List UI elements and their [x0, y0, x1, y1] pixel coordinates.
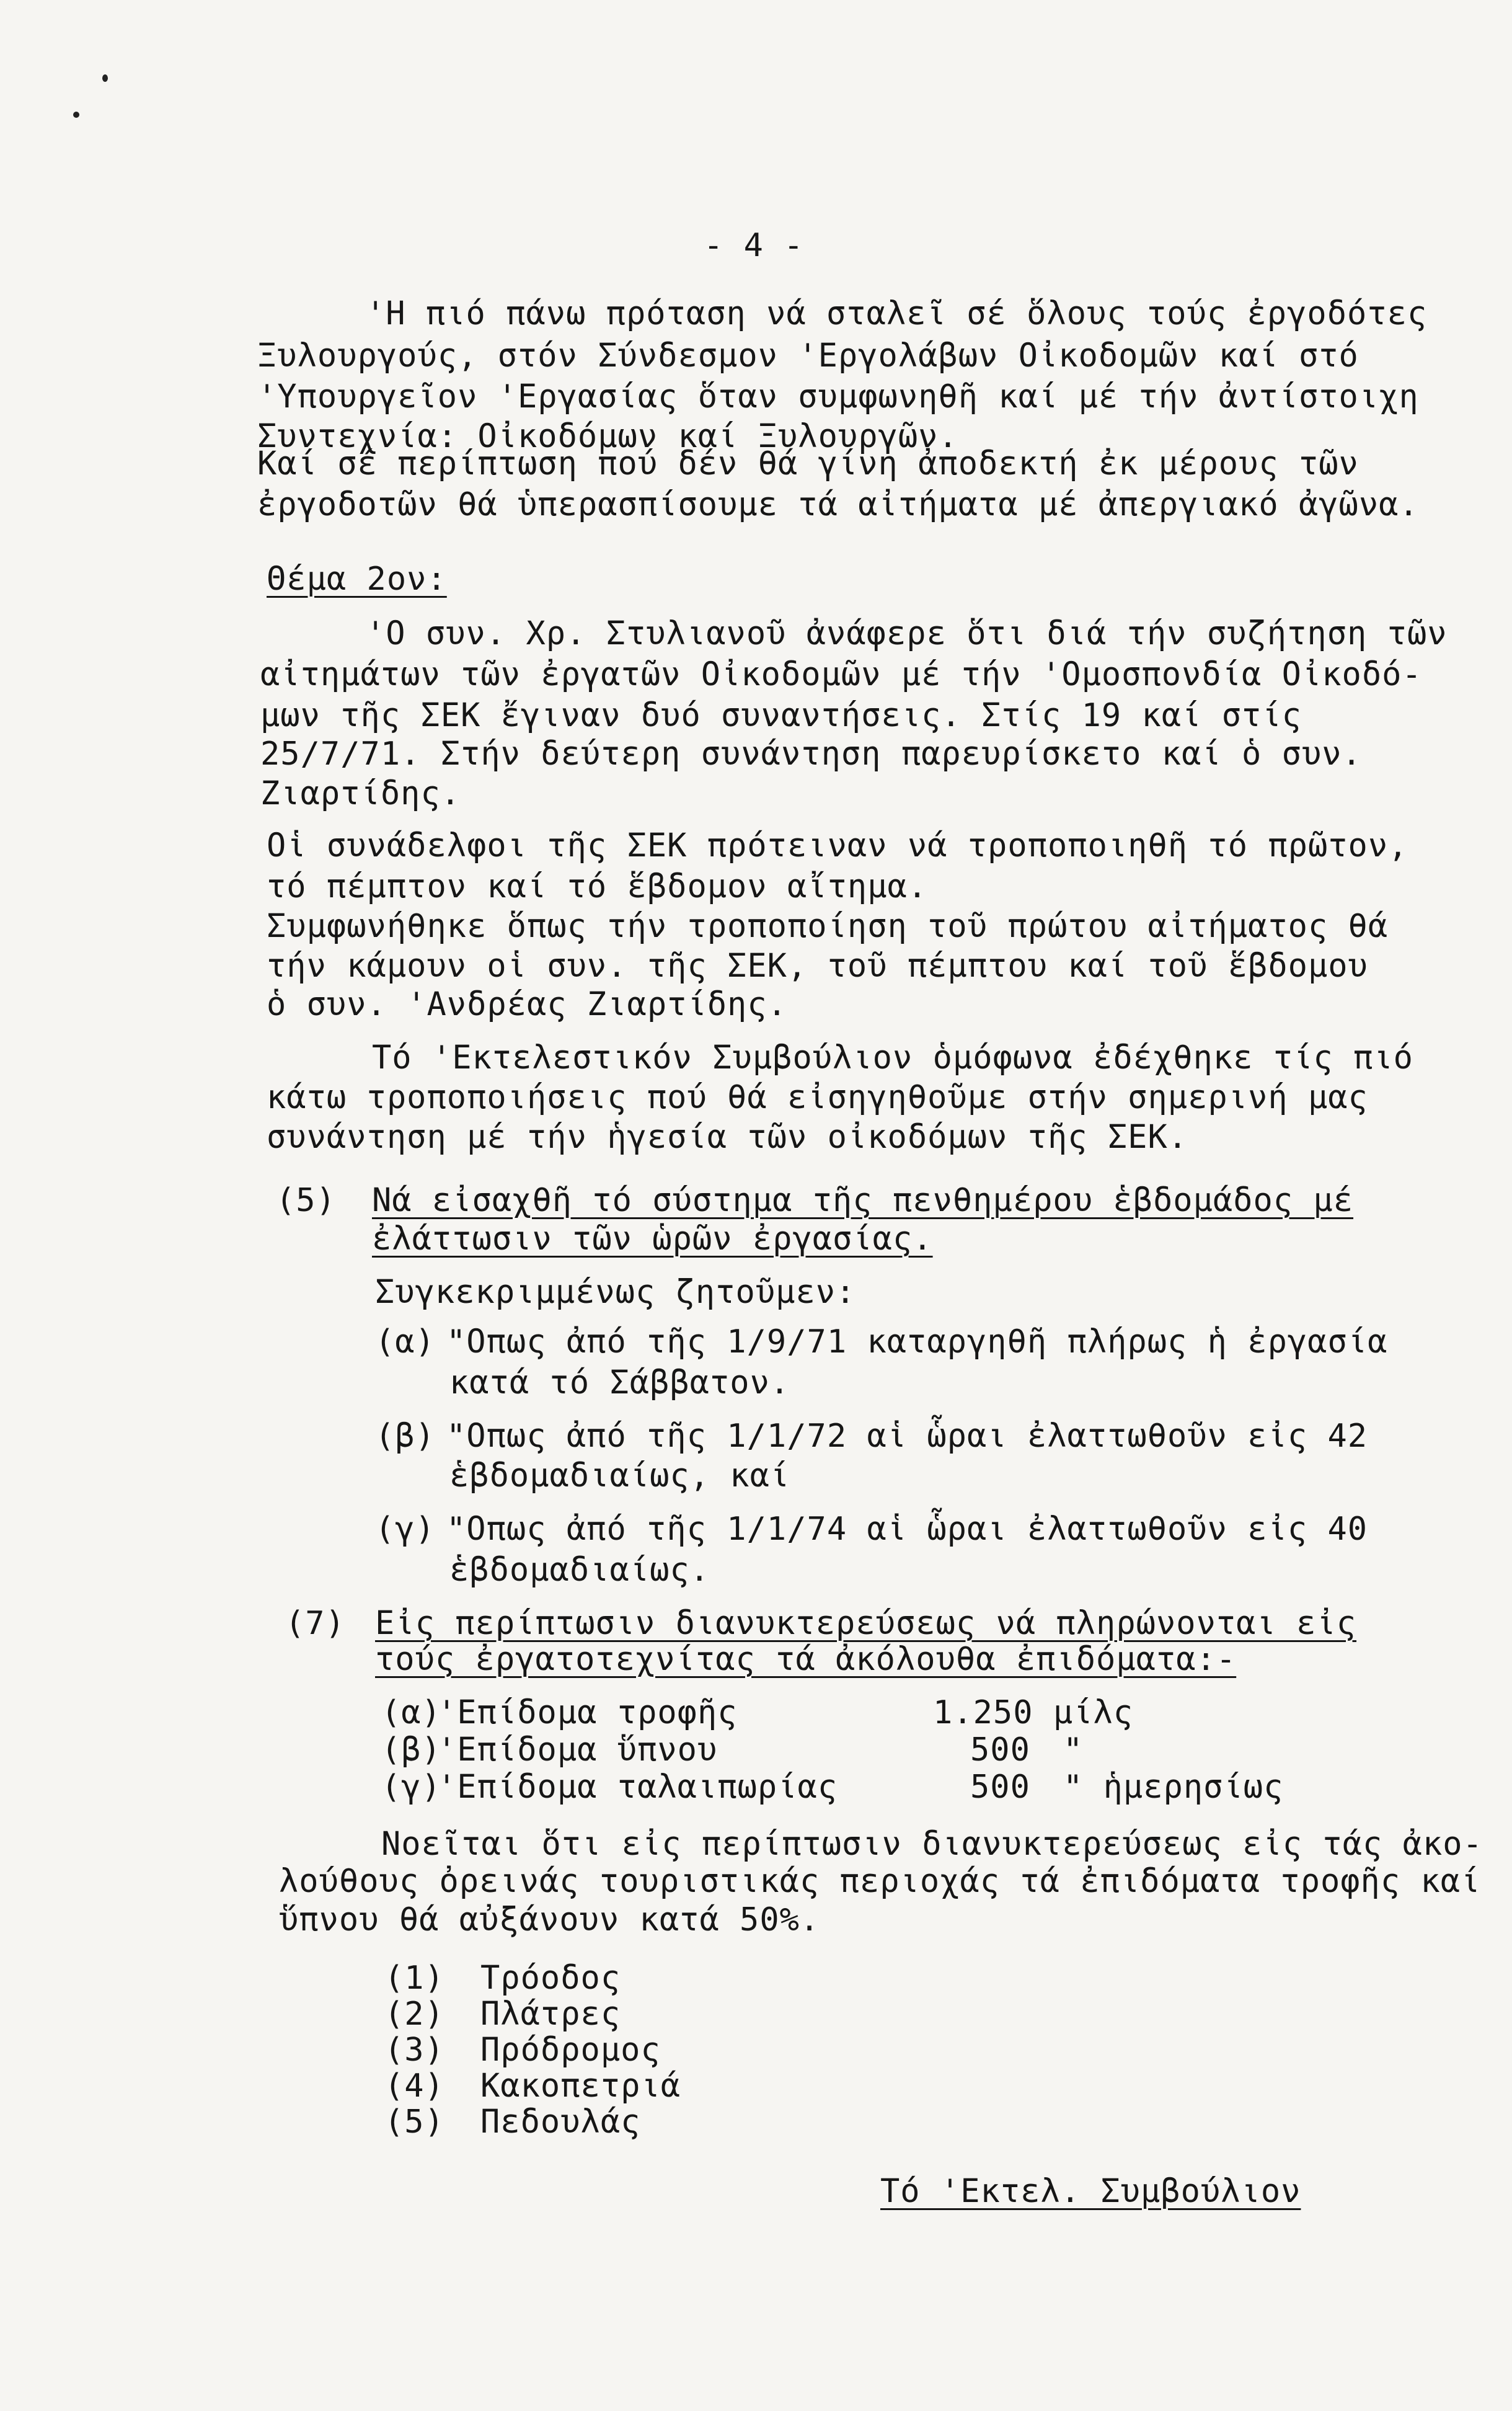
- theme-heading: Θέμα 2ον:: [267, 561, 447, 598]
- item5-point-line: "Οπως ἀπό τῆς 1/9/71 καταργηθῆ πλήρως ἡ ἐργασία: [446, 1323, 1388, 1361]
- intro-line: 'Υπουργεῖον 'Εργασίας ὅταν συμφωνηθῆ καί μέ τήν ἀντίστοιχη: [257, 378, 1419, 415]
- intro-line: 'Η πιό πάνω πρόταση νά σταλεῖ σέ ὅλους τούς ἐργοδότες: [366, 295, 1428, 332]
- page-number: - 4 -: [704, 227, 804, 264]
- item7-heading-line: Εἰς περίπτωσιν διανυκτερεύσεως νά πληρώνονται εἰς: [375, 1605, 1357, 1642]
- signature: Τό 'Εκτελ. Συμβούλιον: [880, 2173, 1301, 2210]
- item5-point-label: (β): [375, 1418, 435, 1455]
- intro-line: Ξυλουργούς, στόν Σύνδεσμον 'Εργολάβων Οἰκοδομῶν καί στό: [257, 337, 1359, 375]
- colleagues-line: Οἱ συνάδελφοι τῆς ΣΕΚ πρότειναν νά τροποποιηθῆ τό πρῶτον,: [267, 827, 1408, 864]
- place-number: (3): [384, 2031, 444, 2069]
- note-line: Νοεῖται ὅτι εἰς περίπτωσιν διανυκτερεύσεως εἰς τάς ἀκο-: [381, 1826, 1483, 1863]
- colleagues-line: Συμφωνήθηκε ὅπως τήν τροποποίηση τοῦ πρώτου αἰτήματος θά: [267, 908, 1389, 945]
- place-number: (5): [384, 2103, 444, 2141]
- council-line: κάτω τροποποιήσεις πού θά εἰσηγηθοῦμε στήν σημερινή μας: [267, 1079, 1368, 1116]
- colleagues-line: ὁ συν. 'Ανδρέας Ζιαρτίδης.: [267, 986, 787, 1023]
- allowance-amount: 1.250 μίλς: [933, 1694, 1134, 1731]
- place-number: (2): [384, 1996, 444, 2033]
- theme-line: 'Ο συν. Χρ. Στυλιανοῦ ἀνάφερε ὅτι διά τήν συζήτηση τῶν: [366, 615, 1448, 652]
- item7-number: (7): [285, 1605, 345, 1642]
- item5-intro: Συγκεκριμμένως ζητοῦμεν:: [375, 1274, 856, 1311]
- item5-point-line: ἑβδομαδιαίως, καί: [449, 1457, 790, 1494]
- allowance-amount: 500: [970, 1769, 1030, 1806]
- allowance-name: 'Επίδομα ταλαιπωρίας: [437, 1769, 838, 1806]
- item5-number: (5): [276, 1182, 336, 1219]
- theme-line: Ζιαρτίδης.: [260, 775, 461, 812]
- intro-line: Συντεχνία: Οἰκοδόμων καί Ξυλουργῶν.: [257, 418, 958, 455]
- note-line: λούθους ὀρεινάς τουριστικάς περιοχάς τά ἐπιδόματα τροφῆς καί: [279, 1863, 1481, 1900]
- intro-line: Καί σέ περίπτωση πού δέν θά γίνη ἀποδεκτή ἐκ μέρους τῶν: [257, 445, 1359, 482]
- allowance-suffix: " ἡμερησίως: [1063, 1769, 1284, 1806]
- item5-point-line: "Οπως ἀπό τῆς 1/1/72 αἱ ὧραι ἐλαττωθοῦν εἰς 42: [446, 1418, 1368, 1455]
- allowance-suffix: ": [1063, 1731, 1084, 1769]
- theme-line: μων τῆς ΣΕΚ ἔγιναν δυό συναντήσεις. Στίς 19 καί στίς: [260, 697, 1302, 734]
- allowance-amount: 500: [970, 1731, 1030, 1769]
- note-line: ὕπνου θά αὐξάνουν κατά 50%.: [279, 1901, 820, 1938]
- item5-point-line: "Οπως ἀπό τῆς 1/1/74 αἱ ὧραι ἐλαττωθοῦν εἰς 40: [446, 1511, 1368, 1548]
- item7-heading-line: τούς ἐργατοτεχνίτας τά ἀκόλουθα ἐπιδόματα:-: [375, 1641, 1237, 1678]
- theme-line: αἰτημάτων τῶν ἐργατῶν Οἰκοδομῶν μέ τήν 'Ομοσπονδία Οἰκοδό-: [260, 656, 1422, 693]
- colleagues-line: τήν κάμουν οἱ συν. τῆς ΣΕΚ, τοῦ πέμπτου καί τοῦ ἕβδομου: [267, 948, 1368, 985]
- item5-point-label: (γ): [375, 1511, 435, 1548]
- colleagues-line: τό πέμπτον καί τό ἕβδομον αἴτημα.: [267, 868, 928, 905]
- allowance-label: (α): [381, 1694, 441, 1731]
- allowance-label: (β): [381, 1731, 441, 1769]
- item5-heading-line: Νά εἰσαχθῆ τό σύστημα τῆς πενθημέρου ἑβδομάδος μέ: [372, 1182, 1354, 1219]
- place-name: Κακοπετριά: [480, 2067, 681, 2105]
- council-line: συνάντηση μέ τήν ἡγεσία τῶν οἰκοδόμων τῆς ΣΕΚ.: [267, 1119, 1188, 1156]
- scan-speck: [73, 112, 79, 118]
- theme-line: 25/7/71. Στήν δεύτερη συνάντηση παρευρίσκετο καί ὁ συν.: [260, 735, 1362, 773]
- place-number: (1): [384, 1960, 444, 1997]
- allowance-name: 'Επίδομα ὕπνου: [437, 1731, 718, 1769]
- place-name: Τρόοδος: [480, 1960, 621, 1997]
- place-name: Πεδουλάς: [480, 2103, 641, 2141]
- council-line: Τό 'Εκτελεστικόν Συμβούλιον ὁμόφωνα ἐδέχθηκε τίς πιό: [372, 1039, 1413, 1077]
- scan-speck: [102, 74, 108, 82]
- place-name: Πλάτρες: [480, 1996, 621, 2033]
- place-name: Πρόδρομος: [480, 2031, 661, 2069]
- item5-heading-line: ἐλάττωσιν τῶν ὡρῶν ἐργασίας.: [372, 1220, 933, 1258]
- item5-point-line: ἑβδομαδιαίως.: [449, 1552, 710, 1589]
- place-number: (4): [384, 2067, 444, 2105]
- allowance-label: (γ): [381, 1769, 441, 1806]
- intro-line: ἐργοδοτῶν θά ὑπερασπίσουμε τά αἰτήματα μέ ἀπεργιακό ἀγῶνα.: [257, 486, 1419, 523]
- item5-point-label: (α): [375, 1323, 435, 1361]
- item5-point-line: κατά τό Σάββατον.: [449, 1364, 790, 1401]
- allowance-name: 'Επίδομα τροφῆς: [437, 1694, 738, 1731]
